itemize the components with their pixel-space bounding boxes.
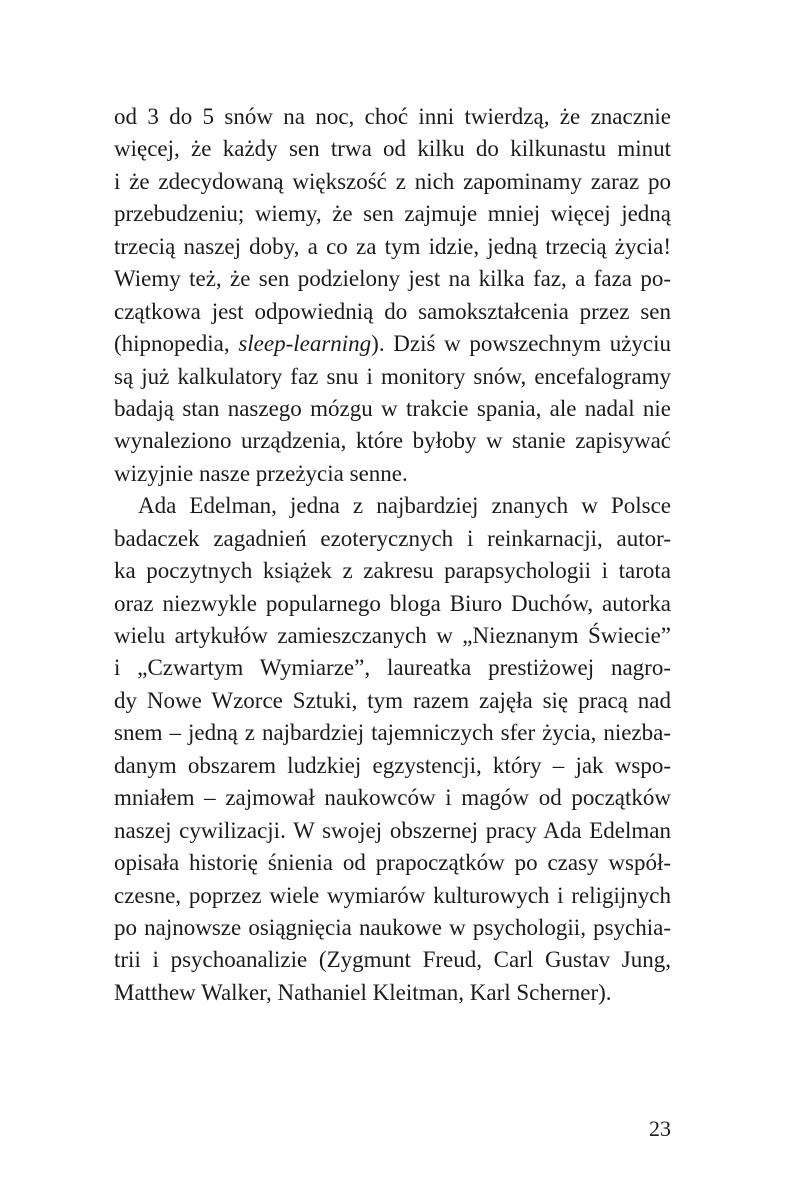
text-segment: ). Dziś w powszechnym użyciu: [371, 331, 671, 357]
text-line: [114, 620, 671, 652]
text-segment: wynaleziono urządzenia, które byłoby w stanie zapisywać: [114, 428, 671, 454]
text-line: [114, 523, 671, 555]
text-line: [114, 231, 671, 263]
text-segment: naszej cywilizacji. W swojej obszernej pracy Ada Edelman: [114, 817, 671, 843]
text-segment: Wiemy też, że sen podzielony jest na kilka faz, a faza po-: [114, 266, 671, 292]
page-number: 23: [649, 1116, 671, 1141]
text-line: [114, 198, 671, 230]
text-line: [114, 490, 671, 522]
text-segment: od 3 do 5 snów na noc, choć inni twierdzą, że znacznie: [114, 104, 671, 129]
text-segment: snem – jedną z najbardziej tajemniczych sfer życia, niezba-: [114, 720, 671, 746]
text-segment: trzecią naszej doby, a co za tym idzie, jedną trzecią życia!: [114, 233, 671, 259]
text-segment: badaczek zagadnień ezoterycznych i reinkarnacji, autor-: [114, 525, 671, 551]
text-line: [114, 393, 671, 425]
italic-text: sleep-learning: [238, 331, 372, 357]
text-line: [114, 263, 671, 295]
text-segment: dy Nowe Wzorce Sztuki, tym razem zajęła się pracą nad: [114, 687, 671, 713]
text-line: [114, 815, 671, 847]
text-line: [114, 977, 671, 1009]
text-segment: opisała historię śnienia od prapoczątków po czasy współ-: [114, 850, 671, 876]
text-segment: danym obszarem ludzkiej egzystencji, który – jak wspo-: [114, 752, 671, 778]
text-line: [114, 588, 671, 620]
text-segment: i że zdecydowaną większość z nich zapominamy zaraz po: [114, 168, 671, 194]
text-segment: przebudzeniu; wiemy, że sen zajmuje mniej więcej jedną: [114, 201, 671, 227]
text-line: [114, 425, 671, 457]
text-line: [114, 944, 671, 976]
text-segment: mniałem – zajmował naukowców i magów od początków: [114, 785, 671, 811]
text-line: [114, 912, 671, 944]
text-segment: Ada Edelman, jedna z najbardziej znanych w Polsce: [138, 493, 671, 519]
text-segment: Matthew Walker, Nathaniel Kleitman, Karl Scherner).: [114, 979, 612, 1005]
text-segment: wizyjnie nasze przeżycia senne.: [114, 460, 408, 486]
text-line: [114, 555, 671, 587]
text-line: [114, 101, 671, 133]
text-segment: więcej, że każdy sen trwa od kilku do kilkunastu minut: [114, 136, 671, 162]
text-segment: ka poczytnych książek z zakresu parapsychologii i tarota: [114, 558, 671, 584]
text-line: [114, 328, 671, 360]
text-segment: (hipnopedia,: [114, 331, 239, 357]
text-segment: czesne, poprzez wiele wymiarów kulturowych i religijnych: [114, 882, 671, 908]
text-segment: czątkowa jest odpowiednią do samokształcenia przez sen: [114, 298, 671, 324]
text-segment: po najnowsze osiągnięcia naukowe w psychologii, psychia-: [114, 914, 671, 940]
text-line: [114, 133, 671, 165]
text-line: [114, 458, 671, 490]
text-segment: oraz niezwykle popularnego bloga Biuro Duchów, autorka: [114, 590, 671, 616]
text-segment: i „Czwartym Wymiarze”, laureatka prestiżowej nagro-: [114, 655, 671, 681]
text-line: [114, 652, 671, 684]
text-line: [114, 782, 671, 814]
text-line: [114, 685, 671, 717]
text-line: [114, 847, 671, 879]
text-line: [114, 750, 671, 782]
text-line: [114, 880, 671, 912]
text-segment: trii i psychoanalizie (Zygmunt Freud, Carl Gustav Jung,: [114, 947, 671, 973]
text-segment: wielu artykułów zamieszczanych w „Nieznanym Świecie”: [114, 623, 671, 648]
text-line: [114, 361, 671, 393]
text-segment: badają stan naszego mózgu w trakcie spania, ale nadal nie: [114, 395, 671, 421]
text-line: [114, 166, 671, 198]
body-text: [114, 101, 671, 1009]
text-line: [114, 717, 671, 749]
text-segment: są już kalkulatory faz snu i monitory snów, encefalogramy: [114, 363, 671, 389]
text-line: [114, 296, 671, 328]
